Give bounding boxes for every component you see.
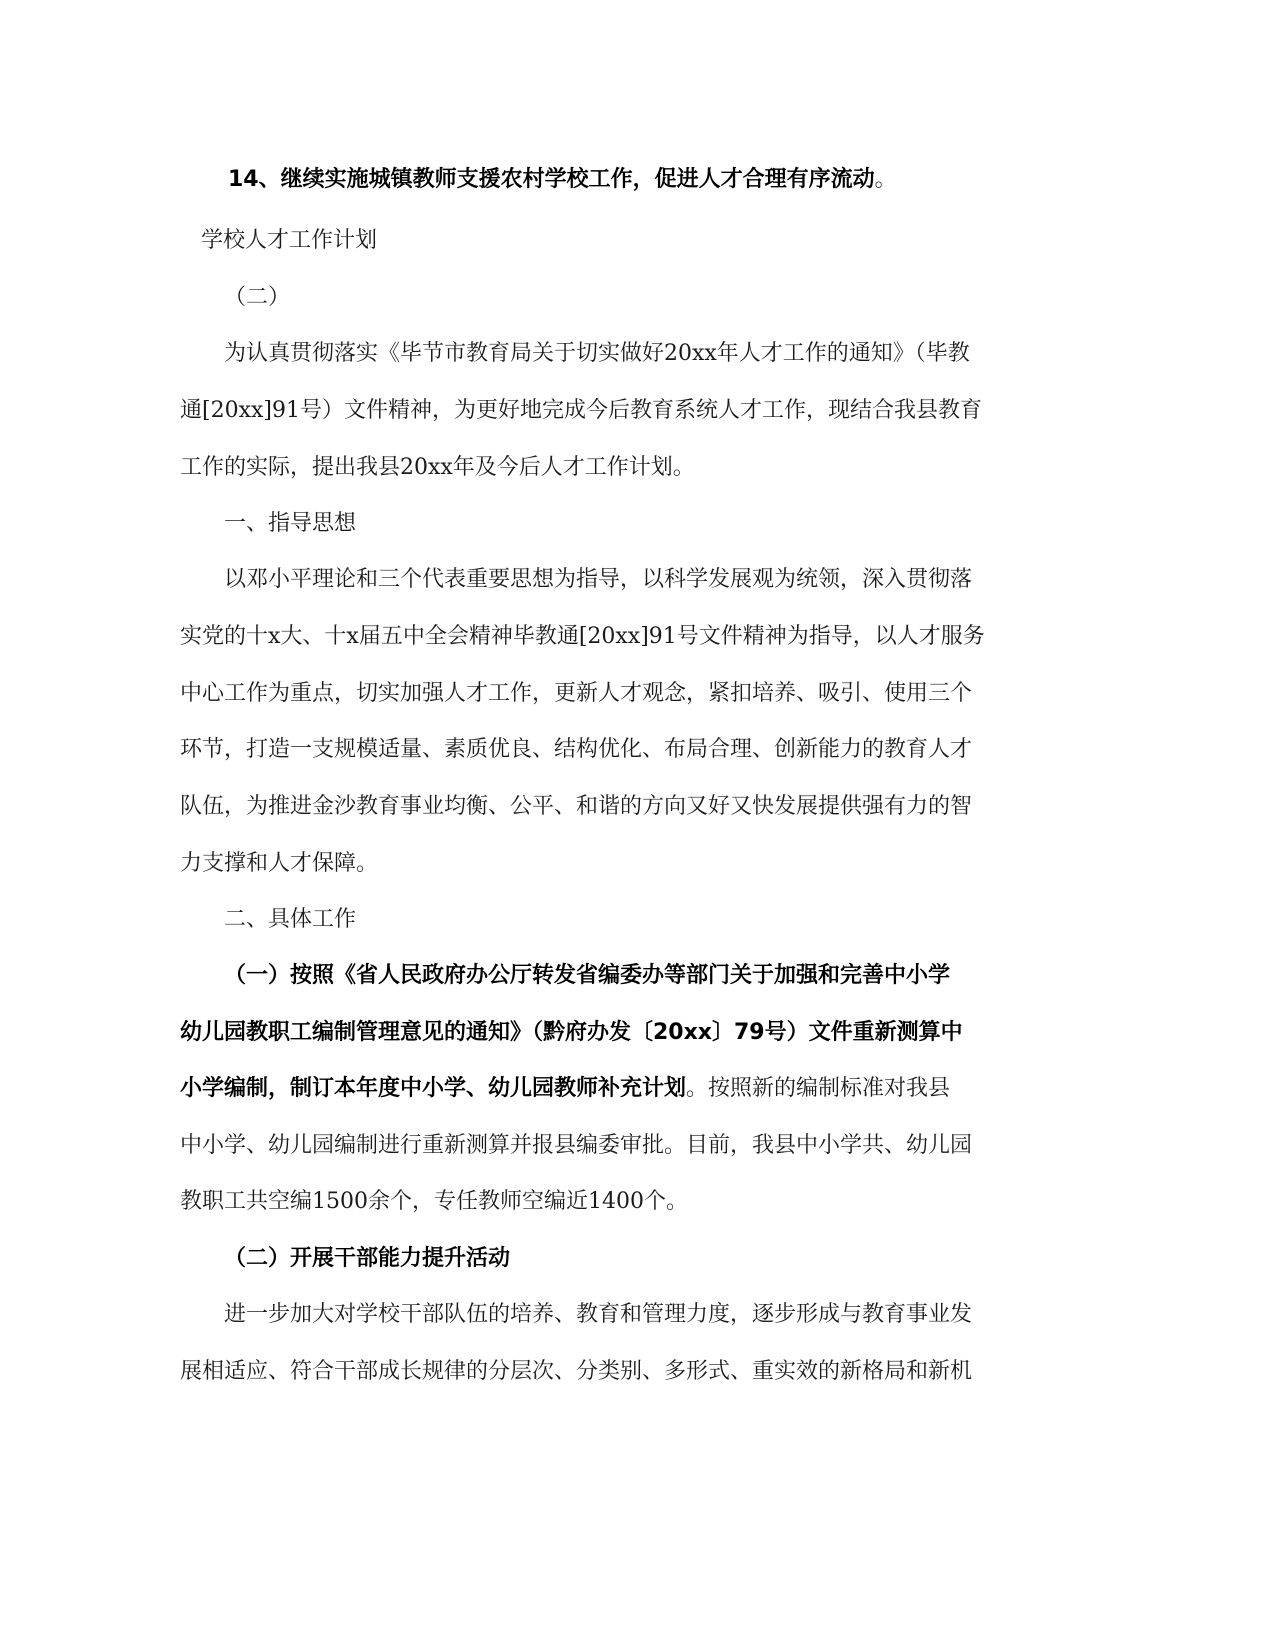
document-subtitle: （二） <box>224 285 291 310</box>
section-1-line-3: 中心工作为重点，切实加强人才工作，更新人才观念，紧扣培养、吸引、使用三个 <box>180 681 973 706</box>
section-1-line-5: 队伍，为推进金沙教育事业均衡、公平、和谐的方向又好又快发展提供强有力的智 <box>180 794 973 819</box>
work-1-line-1: （一）按照《省人民政府办公厅转发省编委办等部门关于加强和完善中小学 <box>224 963 951 988</box>
intro-line-2: 通[20xx]91号）文件精神，为更好地完成今后教育系统人才工作，现结合我县教育 <box>180 398 982 423</box>
item-14-period: 。 <box>874 167 897 192</box>
section-1-line-4: 环节，打造一支规模适量、素质优良、结构优化、布局合理、创新能力的教育人才 <box>180 737 973 762</box>
work-2-heading: （二）开展干部能力提升活动 <box>224 1246 511 1271</box>
work-1-line-4: 中小学、幼儿园编制进行重新测算并报县编委审批。目前，我县中小学共、幼儿园 <box>180 1133 973 1158</box>
work-1-line-3-bold: 小学编制，制订本年度中小学、幼儿园教师补充计划 <box>180 1076 687 1101</box>
section-1-heading: 一、指导思想 <box>224 511 357 536</box>
work-1-line-5: 教职工共空编1500余个，专任教师空编近1400个。 <box>180 1189 688 1214</box>
work-1-line-2: 幼儿园教职工编制管理意见的通知》（黔府办发〔20xx〕79号）文件重新测算中 <box>180 1020 963 1045</box>
intro-line-3: 工作的实际，提出我县20xx年及今后人才工作计划。 <box>180 455 695 480</box>
section-1-line-1: 以邓小平理论和三个代表重要思想为指导，以科学发展观为统领，深入贯彻落 <box>224 567 973 592</box>
section-1-line-2: 实党的十x大、十x届五中全会精神毕教通[20xx]91号文件精神为指导，以人才服务 <box>180 624 985 649</box>
work-2-line-1: 进一步加大对学校干部队伍的培养、教育和管理力度，逐步形成与教育事业发 <box>224 1302 973 1327</box>
item-14-line <box>228 165 897 195</box>
section-2-heading: 二、具体工作 <box>224 907 357 932</box>
work-1-line-3-normal: 。按照新的编制标准对我县 <box>686 1076 951 1101</box>
section-1-line-6: 力支撑和人才保障。 <box>180 851 379 876</box>
document-title: 学校人才工作计划 <box>201 228 378 253</box>
intro-line-1: 为认真贯彻落实《毕节市教育局关于切实做好20xx年人才工作的通知》（毕教 <box>224 341 970 366</box>
work-1-line-3 <box>180 1074 950 1104</box>
item-14-text: 14、继续实施城镇教师支援农村学校工作，促进人才合理有序流动 <box>228 167 875 192</box>
work-2-line-2: 展相适应、符合干部成长规律的分层次、分类别、多形式、重实效的新格局和新机 <box>180 1359 973 1384</box>
